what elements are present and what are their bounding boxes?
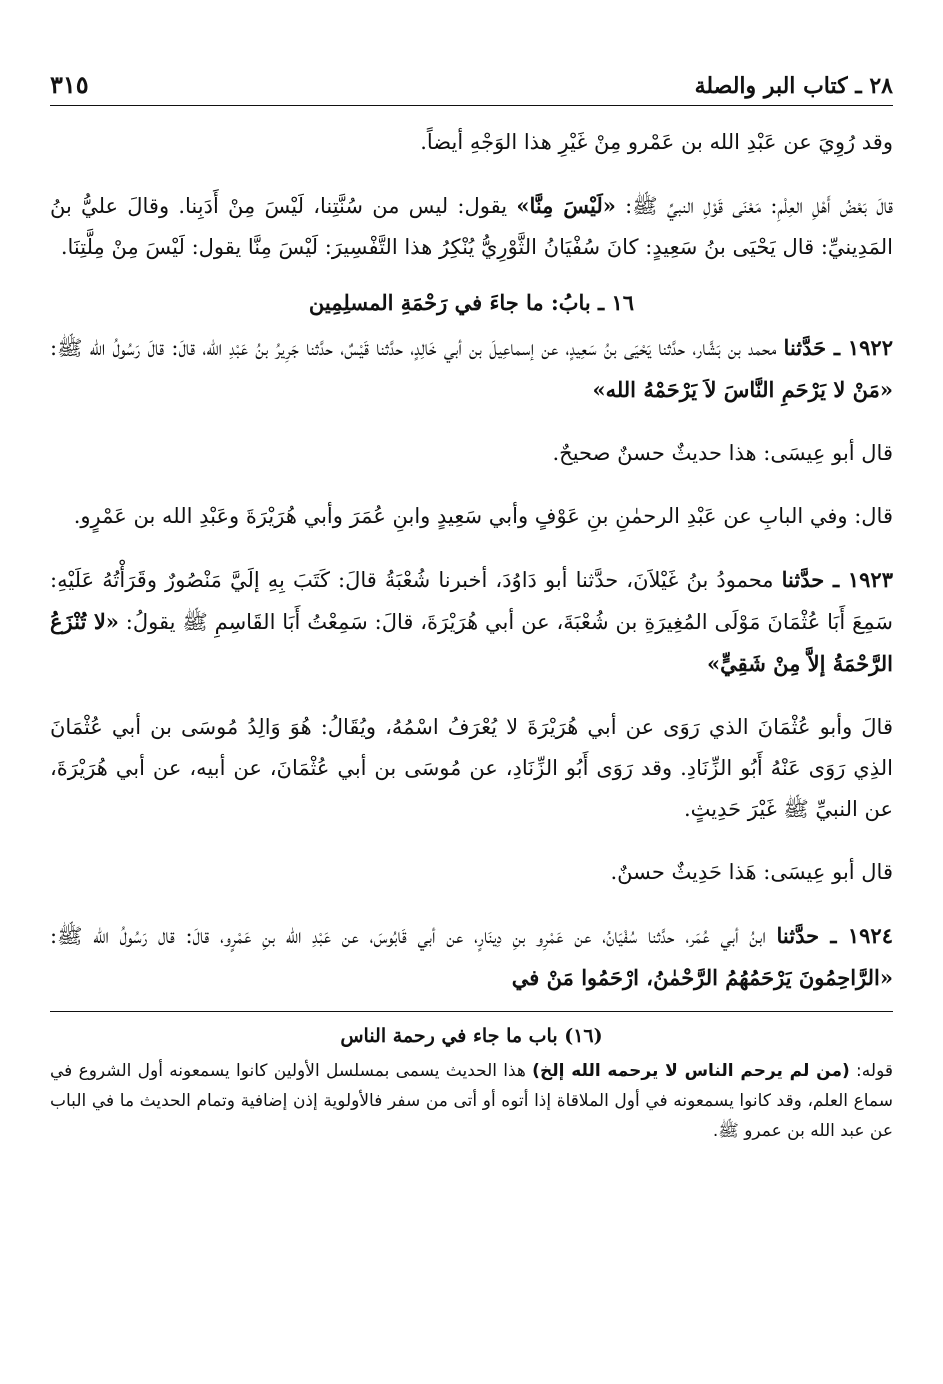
main-text xyxy=(50,122,893,999)
hadith-quote: «الرَّاحِمُونَ يَرْحَمُهُمُ الرَّحْمٰنُ، ارْحَمُوا مَنْ في xyxy=(511,965,893,990)
page-header xyxy=(50,54,893,106)
text-segment: قالَ بَعْضُ أَهْلِ العِلْمِ: مَعْنَى قَوْلِ النبيِّ ﷺ: xyxy=(615,194,894,218)
narration-keyword: حدَّثنا xyxy=(776,923,831,948)
footnote-quote: (من لم يرحم الناس لا يرحمه الله إلخ) xyxy=(532,1061,850,1081)
footnote-divider xyxy=(50,1011,893,1012)
paragraph-narration-note: وقد رُوِيَ عن عَبْدِ الله بن عَمْرو مِنْ غَيْرِ هذا الوَجْهِ أيضاً. xyxy=(420,130,893,154)
text-segment: قوله: xyxy=(849,1061,893,1081)
narrator-note: قالَ وأبو عُثْمَانَ الذي رَوَى عن أبي هُرَيْرَةَ لا يُعْرَفُ اسْمُهُ، ويُقَالُ: هُوَ وَالِدُ مُوسَى بن أبي عُثْمَانَ الذِي رَوَى عَنْهُ أَبُو الزِّنَادِ. وقد رَوَى أَبُو الزِّنَادِ، عن مُوسَى بن أبي عُثْمَانَ، عن أبيه، عن أبي هُرَيْرَةَ، عن النبيِّ ﷺ غَيْرَ حَدِيثٍ. xyxy=(50,715,893,821)
chapter-title: ٢٨ ـ كتاب البر والصلة xyxy=(694,73,893,99)
page-number: ٣١٥ xyxy=(50,70,89,99)
isnad-text: محمد بن بَشَّار، حدَّثنا يَحْيَى بنُ سَعِيدٍ، عن إسماعِيلَ بن أبي خَالِدٍ، حدَّثنا قَيْسٌ، حدَّثنا جَرِيرُ بنُ عَبْدِ الله، قالَ: قالَ رَسُولُ الله ﷺ: xyxy=(50,336,784,360)
narration-keyword: حَدَّثنا xyxy=(783,335,834,360)
grading-note: قال أبو عِيسَى: هَذا حَدِيثٌ حسنٌ. xyxy=(610,860,893,884)
chapter-heading: ١٦ ـ بابُ: ما جاءَ في رَحْمَةِ المسلِمِين xyxy=(308,290,635,315)
hadith-number: ١٩٢٤ ـ xyxy=(830,923,893,948)
hadith-quote: «لَيْسَ مِنَّا» xyxy=(516,193,616,218)
hadith-number: ١٩٢٣ ـ xyxy=(832,567,893,592)
isnad-text: محمودُ بنُ غَيْلاَنَ، حدَّثنا أبو دَاوُدَ، أخبرنا شُعْبَةُ قالَ: كَتَبَ بِهِ إلَيَّ مَنْصُورٌ وقَرَأْتُهُ عَلَيْهِ: سَمِعَ أَبَا عُثْمَانَ مَوْلَى المُغِيرَةِ بن شُعْبَةَ، عن أبي هُرَيْرَةَ، قالَ: سَمِعْتُ أَبَا القَاسِمِ ﷺ يقولُ: xyxy=(50,568,893,634)
grading-note: قال أبو عِيسَى: هذا حديثٌ حسنٌ صحيحٌ. xyxy=(552,441,893,465)
paragraph-scholars-meaning xyxy=(50,185,893,268)
hadith-quote: «مَنْ لا يَرْحَمِ النَّاسَ لاَ يَرْحَمْهُ الله» xyxy=(592,377,893,402)
footnote-text xyxy=(50,1056,893,1146)
text-segment: هذا الحديث يسمى بمسلسل الأولين كانوا يسمعونه أول الشروع في سماع العلم، وقد كانوا يسمعونه في أول الملاقاة إذا أتوه أو أتى من سفر فالأولوية إذن إضافية وتمام الحديث ما في الباب عن عبد الله بن عمرو ﷺ. xyxy=(50,1061,893,1141)
chapter-references: قال: وفي البابِ عن عَبْدِ الرحمٰنِ بنِ عَوْفٍ وأبي سَعِيدٍ وابنِ عُمَرَ وأبي هُرَيْرَةَ وعَبْدِ الله بن عَمْرٍو. xyxy=(73,504,893,528)
hadith-1924 xyxy=(50,915,893,999)
narration-keyword: حدَّثنا xyxy=(781,567,833,592)
isnad-text: ابنُ أبي عُمَر، حدَّثنا سُفْيَانُ، عن عَمْرِو بنِ دِينَارٍ، عن أبي قَابُوسَ، عن عَبْدِ الله بنِ عَمْرٍو، قالَ: قال رَسُولُ الله ﷺ: xyxy=(50,924,777,948)
text-segment: يقول: ليس من سُنَّتِنا، لَيْسَ مِنْ أَدَبِنا. وقالَ عليُّ بنُ المَدِينيِّ: قال يَحْيَى بنُ سَعِيدٍ: كانَ سُفْيَانُ الثَّوْرِيُّ يُنْكِرُ هذا التَّفْسِيرَ: لَيْسَ مِنَّا يقول: لَيْسَ مِنْ مِلَّتِنَا. xyxy=(50,194,893,259)
hadith-1922 xyxy=(50,327,893,411)
hadith-quote: «لا تُنْزَعُ الرَّحْمَةُ إلاَّ مِنْ شَقِيٍّ» xyxy=(50,609,893,676)
footnote-title: (١٦) باب ما جاء في رحمة الناس xyxy=(340,1025,603,1047)
hadith-number: ١٩٢٢ ـ xyxy=(833,335,893,360)
hadith-1923 xyxy=(50,559,893,685)
